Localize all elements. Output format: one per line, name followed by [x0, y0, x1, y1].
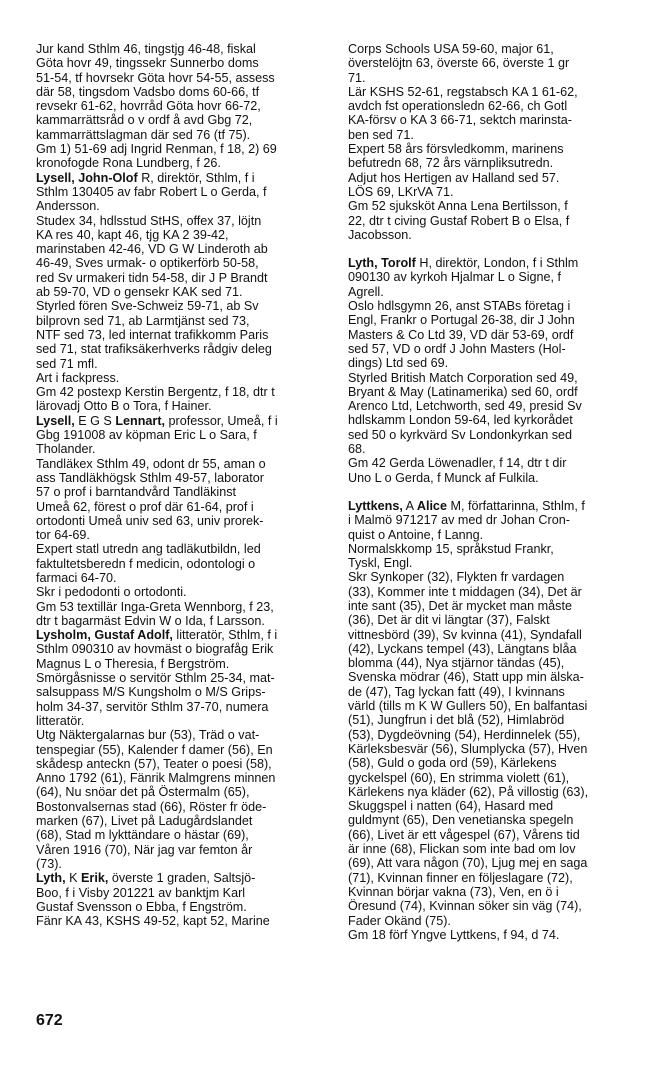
text-line: (53), Dygdeövning (54), Herdinnelek (55), — [348, 727, 581, 742]
text-line: bilprovn sed 71, ab Larmtjänst sed 73, — [36, 313, 250, 328]
text-line: Bostonvalsernas stad (66), Röster fr öde- — [36, 799, 267, 814]
text-line: Magnus L o Theresia, f Bergström. — [36, 656, 230, 671]
text-line: (42), Lyckans tempel (43), Längtans blåa — [348, 641, 577, 656]
text-line: Gm 1) 51-69 adj Ingrid Renman, f 18, 2) 69 — [36, 142, 277, 157]
text-line: Gbg 191008 av köpman Eric L o Sara, f — [36, 428, 257, 443]
text-line: holm 34-37, servitör Sthlm 37-70, numera — [36, 699, 269, 714]
text-line: Anno 1792 (61), Fänrik Malmgrens minnen — [36, 771, 276, 786]
text-line: där 58, tingsdom Vadsbo doms 60-66, tf — [36, 84, 260, 99]
text-line: Jacobsson. — [348, 227, 412, 242]
text-line: Öresund (74), Kvinnan söker sin väg (74), — [348, 899, 582, 914]
text-line: tor 64-69. — [36, 528, 90, 543]
entry-surname: Lyttkens, — [348, 498, 403, 513]
text-line: dings) Ltd sed 69. — [348, 356, 449, 371]
text-line: (33), Kommer inte t middagen (34), Det är — [348, 584, 582, 599]
text-line: Normalskkomp 15, språkstud Frankr, — [348, 541, 554, 556]
text-line: (73). — [36, 856, 62, 871]
text-line: Adjut hos Hertigen av Halland sed 57. — [348, 170, 560, 185]
entry-heading-line — [348, 256, 640, 270]
entry-heading-rest: överste 1 graden, Saltsjö- — [108, 871, 256, 886]
text-line: Gm 42 Gerda Löwenadler, f 14, dtr t dir — [348, 456, 567, 471]
text-line: överstelöjtn 63, överste 66, överste 1 gr — [348, 56, 570, 71]
text-line: Kvinnan börjar vakna (73), Ven, en ö i — [348, 884, 559, 899]
text-line: 57 o prof i barntandvård Tandläkinst — [36, 485, 236, 500]
text-line: LÖS 69, LKrVA 71. — [348, 184, 454, 199]
text-line: Agrell. — [348, 284, 384, 299]
text-line: vittnesbörd (39), Sv kvinna (41), Syndafall — [348, 627, 582, 642]
text-line: ass Tandläkhögsk Sthlm 49-57, laborator — [36, 470, 264, 485]
text-line: ben sed 71. — [348, 127, 414, 142]
text-line: Tholander. — [36, 442, 96, 457]
text-line: sed 71, stat trafiksäkerhverks rådgiv deleg — [36, 342, 272, 357]
text-line: (68), Stad m lykttändare o hästar (69), — [36, 828, 249, 843]
text-line: avdch fst operationsledn 62-66, ch Gotl — [348, 99, 568, 114]
text-line: 46-49, Sves urmak- o optikerförb 50-58, — [36, 256, 259, 271]
text-line: inte sant (35), Det är mycket man måste — [348, 598, 572, 613]
text-line: Corps Schools USA 59-60, major 61, — [348, 42, 554, 56]
text-line: 68. — [348, 442, 366, 457]
entry-heading-rest: H, direktör, London, f i Sthlm — [415, 256, 579, 271]
text-line: Engl, Frankr o Portugal 26-38, dir J John — [348, 313, 575, 328]
entry-given-name: Alice — [416, 498, 447, 513]
text-line: revsekr 61-62, hovrråd Göta hovr 66-72, — [36, 99, 261, 114]
text-line: Gm 53 textillär Inga-Greta Wennborg, f 23, — [36, 599, 274, 614]
text-line: dtr t bagarmäst Edvin W o Ida, f Larsson. — [36, 613, 265, 628]
text-line: värld (tills m K W Gullers 50), En balfantasi — [348, 699, 588, 714]
text-line: i Malmö 971217 av med dr Johan Cron- — [348, 513, 570, 528]
text-line: Svenska mödrar (46), Statt upp min älska- — [348, 670, 584, 685]
text-line: Kärleksbesvär (56), Slumplycka (57), Hven — [348, 741, 588, 756]
text-line: (58), Guld o goda ord (59), Kärlekens — [348, 756, 557, 771]
text-line: Bryant & May (Latinamerika) sed 60, ordf — [348, 384, 578, 399]
entry-lysell-lennart — [36, 414, 331, 628]
entry-surname: Lysell, — [36, 413, 75, 428]
text-line: Göta hovr 49, tingssekr Sunnerbo doms — [36, 56, 259, 71]
entry-given-name: John-Olof — [78, 170, 138, 185]
entry-heading-line — [36, 171, 331, 185]
right-column — [348, 42, 640, 942]
text-line: (71), Kvinnan finner en följeslagare (72), — [348, 870, 573, 885]
text-line: lärovadj Otto B o Tora, f Hainer. — [36, 399, 212, 414]
text-line: Fänr KA 43, KSHS 49-52, kapt 52, Marine — [36, 914, 270, 929]
text-line: kammarrättslagman där sed 76 (tf 75). — [36, 127, 251, 142]
text-line: Fader Okänd (75). — [348, 913, 451, 928]
text-line: Gm 42 postexp Kerstin Bergentz, f 18, dtr t — [36, 385, 275, 400]
text-line: gyckelspel (60), En strimma violett (61), — [348, 770, 570, 785]
entry-heading-line — [36, 871, 331, 885]
text-line: sed 57, VD o ordf J John Masters (Hol- — [348, 341, 566, 356]
text-line: Sthlm 130405 av fabr Robert L o Gerda, f — [36, 184, 267, 199]
text-line: Boo, f i Visby 201221 av banktjm Karl — [36, 885, 246, 900]
text-line: Lär KSHS 52-61, regstabsch KA 1 61-62, — [348, 84, 578, 99]
text-line: Utg Näktergalarnas bur (53), Träd o vat- — [36, 728, 260, 743]
text-line: Smörgåsnisse o servitör Sthlm 25-34, mat- — [36, 671, 275, 686]
entry-surname: Lysell, — [36, 170, 75, 185]
text-line: 51-54, tf hovrsekr Göta hovr 54-55, assess — [36, 70, 275, 85]
text-line: Skr Synkoper (32), Flykten fr vardagen — [348, 570, 565, 585]
text-line: är inne (68), Flickan som inte bad om lov — [348, 842, 576, 857]
text-line: de (47), Tag lyckan fatt (49), I kvinnans — [348, 684, 565, 699]
text-line: marken (67), Livet på Ladugårdslandet — [36, 814, 253, 829]
text-line: sed 71 mfl. — [36, 356, 98, 371]
text-line: KA-försv o KA 3 66-71, sektch marinsta- — [348, 113, 572, 128]
text-line: KA res 40, kapt 46, tjg KA 2 39-42, — [36, 227, 229, 242]
text-line: litteratör. — [36, 713, 85, 728]
text-line: ab 59-70, VD o gensekr KAK sed 71. — [36, 285, 243, 300]
text-line: 71. — [348, 70, 366, 85]
text-line: Skuggspel i natten (64), Hasard med — [348, 799, 554, 814]
text-line: Skr i pedodonti o ortodonti. — [36, 585, 187, 600]
text-line: Gustaf Svensson o Ebba, f Engström. — [36, 899, 247, 914]
text-line: tenspegiar (55), Kalender f damer (56), En — [36, 742, 273, 757]
entry-lyth-erik — [36, 871, 331, 928]
text-line: guldmynt (65), Den venetianska spegeln — [348, 813, 574, 828]
entry-surname: Lyth, Torolf — [348, 256, 416, 271]
text-line: Art i fackpress. — [36, 370, 120, 385]
text-line: Oslo hdlsgymn 26, anst STABs företag i — [348, 299, 571, 314]
text-line: (51), Jungfrun i det blå (52), Himlabröd — [348, 713, 565, 728]
entry-heading-rest: litteratör, Sthlm, f i — [172, 628, 278, 643]
text-line: NTF sed 73, led internat trafikkomm Paris — [36, 327, 269, 342]
text-line: Expert 58 års försvledkomm, marinens — [348, 142, 564, 157]
text-line: 22, dtr t civing Gustaf Robert B o Elsa, f — [348, 213, 570, 228]
text-line: Arenco Ltd, Letchworth, sed 49, presid Sv — [348, 399, 582, 414]
entry-heading-rest: M, författarinna, Sthlm, f — [446, 498, 585, 513]
entry-given-name: Erik, — [81, 871, 109, 886]
text-line: Andersson. — [36, 199, 100, 214]
entry-given-name: Lennart, — [115, 413, 166, 428]
text-line: befutredn 68, 72 års värnpliksutredn. — [348, 156, 554, 171]
text-line: hdlskamm London 59-64, led kyrkorådet — [348, 413, 573, 428]
text-line: Jur kand Sthlm 46, tingstjg 46-48, fiskal — [36, 42, 256, 56]
text-line: farmaci 64-70. — [36, 570, 117, 585]
left-column — [36, 42, 331, 928]
text-line: Våren 1916 (70), När jag var femton år — [36, 842, 253, 857]
text-line: Gm 18 förf Yngve Lyttkens, f 94, d 74. — [348, 927, 560, 942]
text-line: Tandläkex Sthlm 49, odont dr 55, aman o — [36, 456, 266, 471]
text-line: (64), Nu snöar det på Östermalm (65), — [36, 785, 250, 800]
text-line: kammarrättsråd o v ordf å avd Gbg 72, — [36, 113, 253, 128]
entry-lyttkens-alice — [348, 499, 640, 942]
text-line: salsuppass M/S Kungsholm o M/S Grips- — [36, 685, 266, 700]
entry-continuation — [348, 42, 640, 242]
text-line: (69), Att vara någon (70), Ljug mej en saga — [348, 856, 588, 871]
entry-heading-line — [36, 414, 331, 428]
text-line: Umeå 62, förest o prof där 61-64, prof i — [36, 499, 254, 514]
entry-surname: Lysholm, Gustaf Adolf, — [36, 628, 173, 643]
page-number: 672 — [36, 1012, 63, 1029]
text-line: (66), Livet är ett vågespel (67), Vårens tid — [348, 827, 580, 842]
text-line: Expert statl utredn ang tadläkutbildn, led — [36, 542, 261, 557]
text-line: Styrled fören Sve-Schweiz 59-71, ab Sv — [36, 299, 259, 314]
entry-heading-line — [36, 628, 331, 642]
entry-lyth-torolf — [348, 256, 640, 485]
text-line: 090130 av kyrkoh Hjalmar L o Signe, f — [348, 270, 562, 285]
text-line: Studex 34, hdlsstud StHS, offex 37, löjtn — [36, 213, 262, 228]
entry-lysholm-gustaf-adolf — [36, 628, 331, 871]
text-line: Uno L o Gerda, f Munck af Fulkila. — [348, 470, 539, 485]
text-line: Kärlekens nya kläder (62), På villostig (63), — [348, 784, 589, 799]
entry-heading-rest: professor, Umeå, f i — [165, 413, 278, 428]
text-line: blomma (44), Nya stjärnor tändas (45), — [348, 656, 565, 671]
text-line: Masters & Co Ltd 39, VD där 53-69, ordf — [348, 327, 574, 342]
text-line: ortodonti Umeå univ sed 63, univ prorek- — [36, 513, 264, 528]
text-line: Tyskl, Engl. — [348, 556, 413, 571]
text-line: quist o Antoine, f Lanng. — [348, 527, 484, 542]
text-line: marinstaben 42-46, VD G W Linderoth ab — [36, 242, 268, 257]
text-line: Gm 52 sjuksköt Anna Lena Bertilsson, f — [348, 199, 568, 214]
text-line: faktultetsberedn f medicin, odontologi o — [36, 556, 256, 571]
text-line: kronofogde Rona Lundberg, f 26. — [36, 156, 221, 171]
entry-initials: A — [402, 498, 417, 513]
entry-initials: K — [65, 871, 82, 886]
text-line: red Sv urmakeri tidn 54-58, dir J P Brandt — [36, 270, 268, 285]
text-line: (36), Det är dit vi längtar (37), Falskt — [348, 613, 550, 628]
entry-heading-rest: R, direktör, Sthlm, f i — [137, 170, 255, 185]
entry-continuation — [36, 42, 331, 171]
entry-lysell-john-olof — [36, 171, 331, 414]
text-line: skådesp anteckn (57), Teater o poesi (58), — [36, 756, 272, 771]
text-line: sed 50 o kyrkvärd Sv Londonkyrkan sed — [348, 427, 573, 442]
text-line: Sthlm 090310 av hovmäst o biografåg Erik — [36, 642, 274, 657]
text-line: Styrled British Match Corporation sed 49, — [348, 370, 578, 385]
entry-heading-line — [348, 499, 640, 513]
entry-initials: E G S — [74, 413, 116, 428]
entry-surname: Lyth, — [36, 871, 66, 886]
